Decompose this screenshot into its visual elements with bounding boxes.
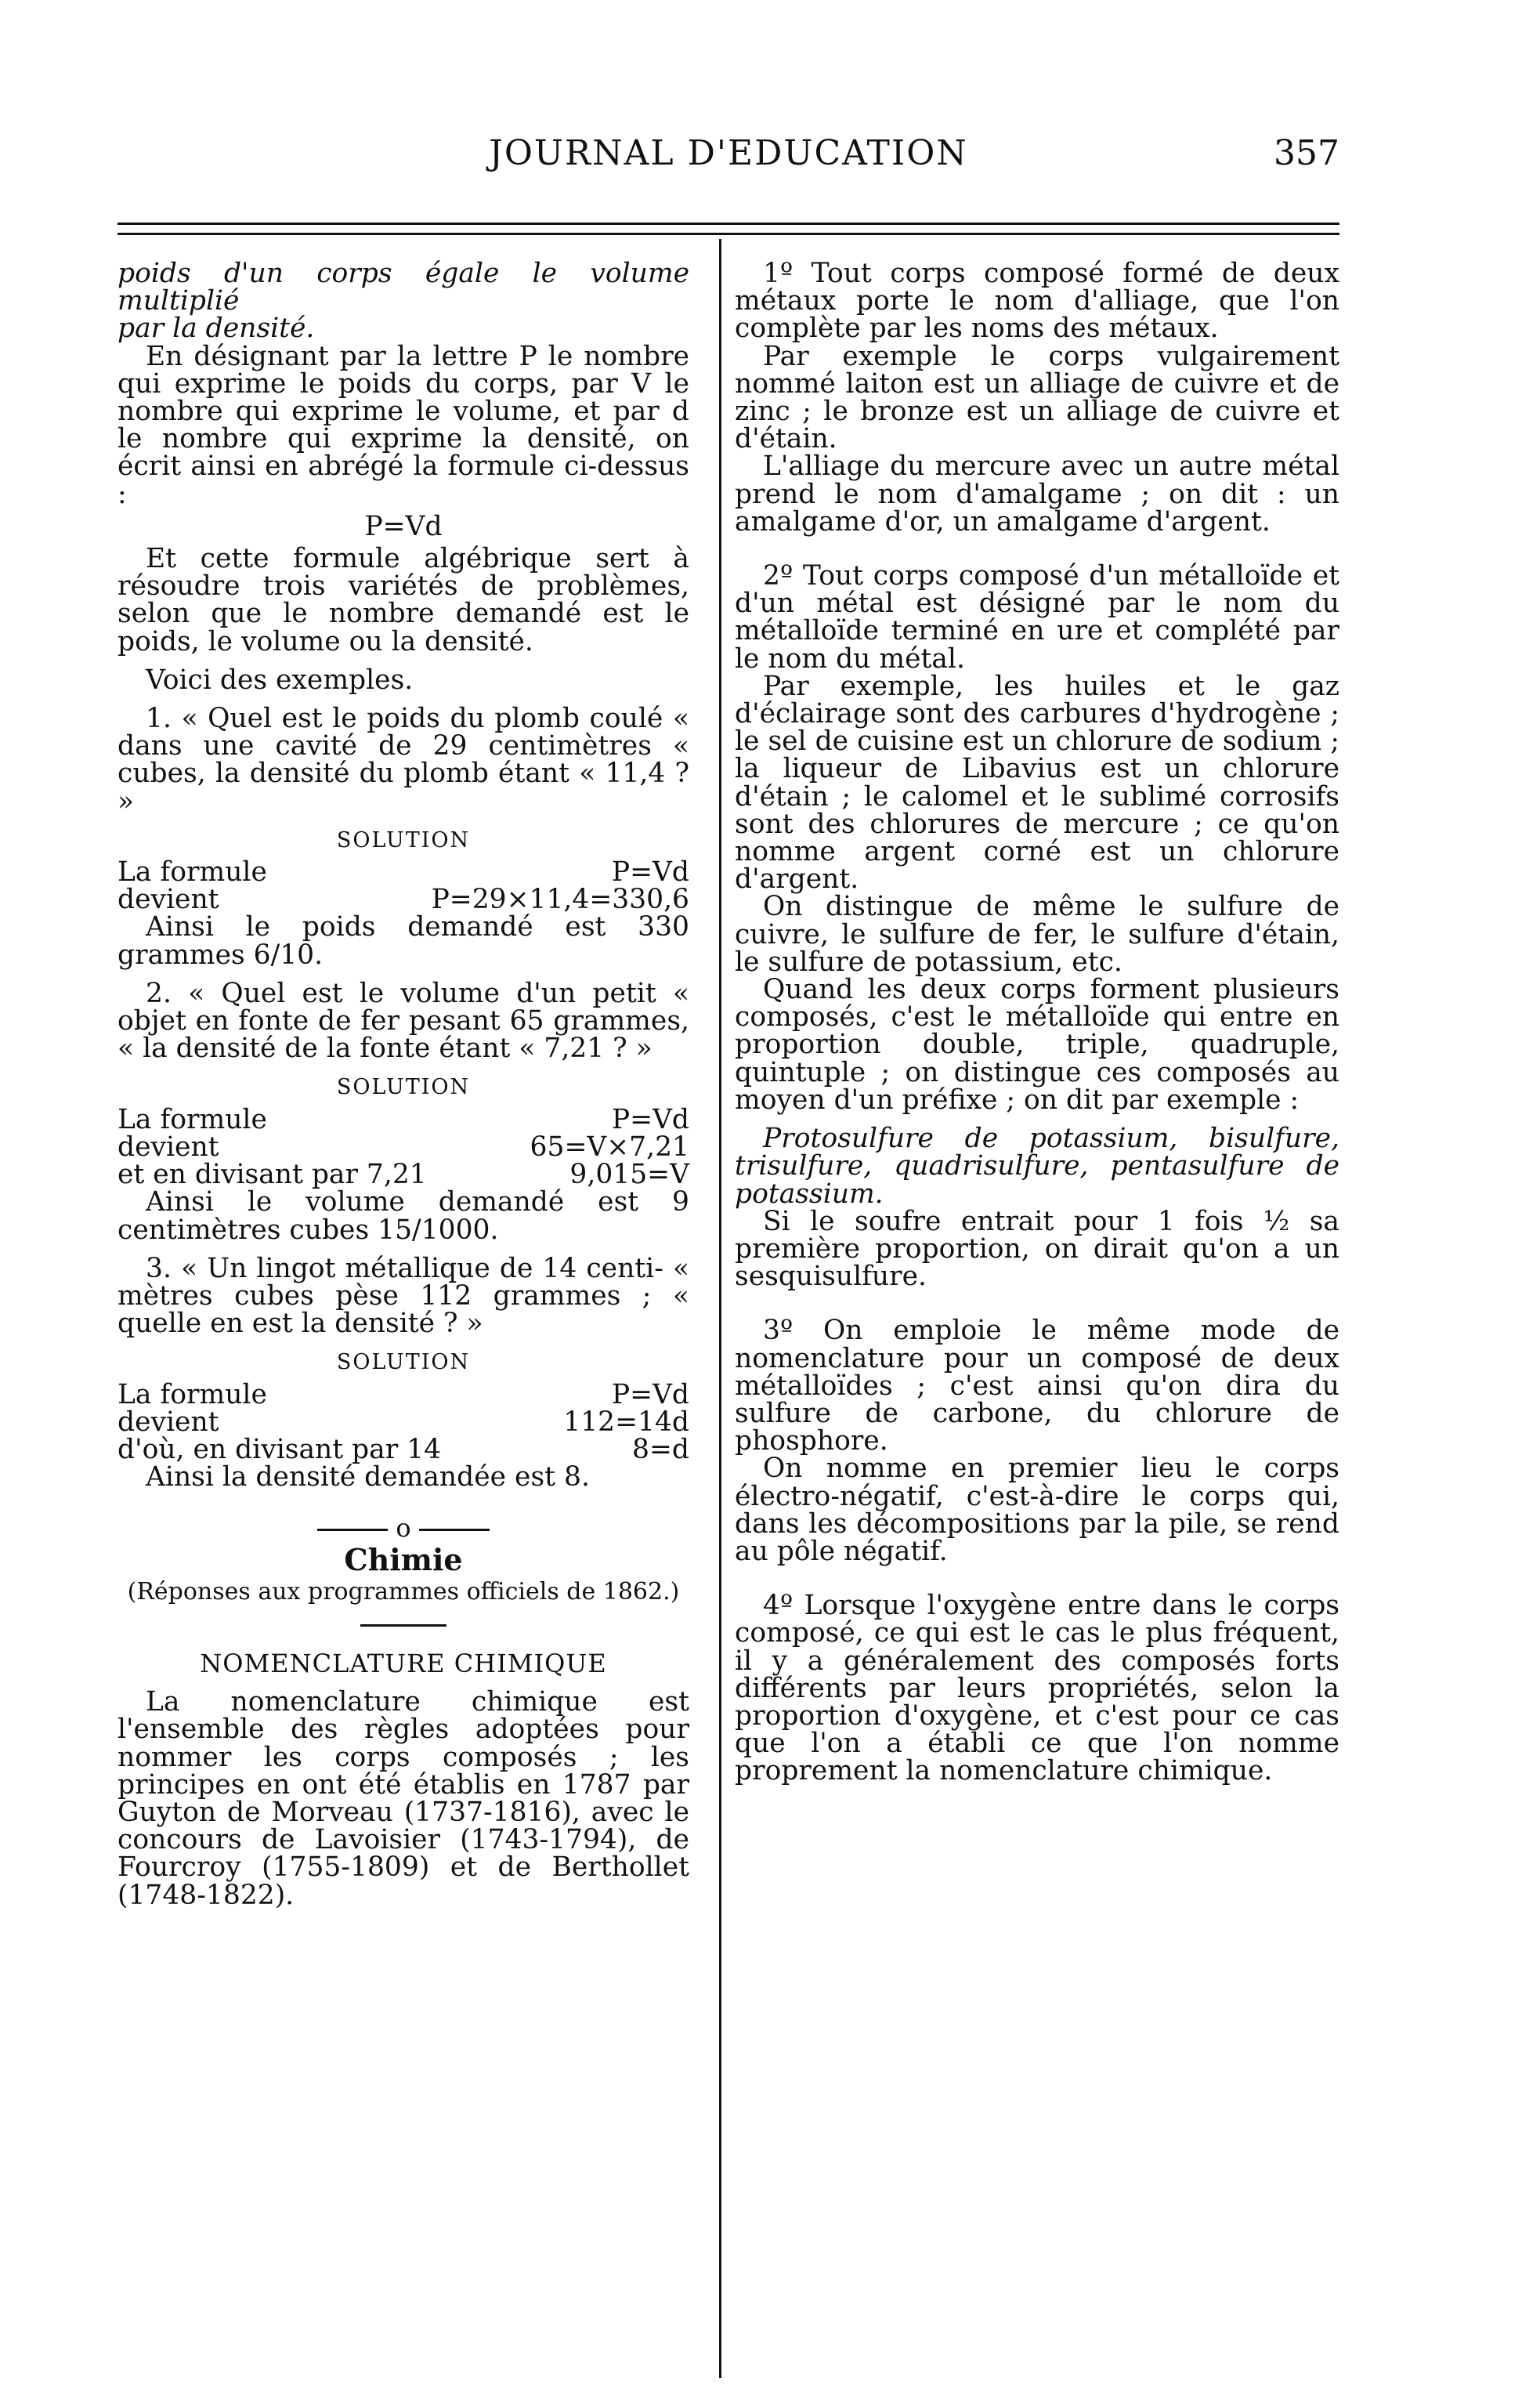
separator-ornament [117,1515,689,1542]
running-head [117,133,1339,204]
section-subtitle: (Réponses aux programmes officiels de 1862.) [127,1577,680,1605]
rule-2-metalloid-metal: 2º Tout corps composé d'un métalloïde et d'un métal est désigné par le nom du métalloïde terminé en ure et complété par le nom du métal. [735,560,1339,675]
rule-3-electronegative: On nomme en premier lieu le corps électro-négatif, c'est-à-dire le corps qui, dans les décompositions par la pile, se rend au pôle négatif. [735,1453,1339,1567]
paragraph-definition: En désignant par la lettre P le nombre qui exprime le poids du corps, par V le nombre qui exprime le volume, et par d le nombre qui exprime la densité, on écrit ainsi en abrégé la formule ci-dessus : [117,340,689,510]
rule-2-sesqui: Si le soufre entrait pour 1 fois ½ sa première proportion, on dirait qu'on a un sesquisulfure. [735,1205,1339,1293]
example-2-row-3-label: et en divisant par 7,21 [117,1159,427,1191]
separator-letter: o [396,1513,411,1544]
example-3-problem: 3. « Un lingot métallique de 14 centi- « mètres cubes pèse 112 grammes ; « quelle en est la densité ? » [117,1252,689,1340]
intro-line-2: par la densité. [117,313,315,345]
example-3-row-1-label: La formule [117,1378,267,1410]
example-2-problem: 2. « Quel est le volume d'un petit « objet en fonte de fer pesant 65 grammes, « la densité de la fonte étant « 7,21 ? » [117,977,689,1065]
example-2-result: Ainsi le volume demandé est 9 centimètres cubes 15/1000. [117,1186,689,1246]
rule-2-prefix-list: Protosulfure de potassium, bisulfure, trisulfure, quadrisulfure, pentasulfure de potassium. [735,1123,1339,1210]
example-1-row-2-value: P=29×11,4=330,6 [431,884,689,916]
rule-4-oxygen: 4º Lorsque l'oxygène entre dans le corps composé, ce qui est le cas le plus fréquent, il y a généralement des composés forts différents par leurs propriétés, selon la proportion d'oxygène, et c'est pour ce cas que l'on a établi ce que l'on nomme proprement la nomenclature chimique. [735,1590,1339,1787]
solution-label-2: SOLUTION [336,1075,471,1100]
example-1-result: Ainsi le poids demandé est 330 grammes 6/10. [117,911,689,971]
header-double-rule [117,223,1339,235]
example-1-row-1-value: P=Vd [611,856,689,889]
rule-1-alloys: 1º Tout corps composé formé de deux métaux porte le nom d'alliage, que l'on complète par les noms des métaux. [735,258,1339,345]
formula-main: P=Vd [364,510,443,542]
example-1-row-1-label: La formule [117,856,267,889]
example-3-row-dividing [117,1433,689,1465]
rule-2-sulfides: On distingue de même le sulfure de cuivre, le sulfure de fer, le sulfure d'étain, le sulfure de potassium, etc. [735,891,1339,978]
section-rule [360,1624,446,1627]
example-3-row-formula [117,1378,689,1410]
rule-1-example: Par exemple le corps vulgairement nommé laiton est un alliage de cuivre et de zinc ; le bronze est un alliage de cuivre et d'étain. [735,340,1339,455]
example-3-row-3-value: 8=d [632,1433,689,1465]
example-2-row-becomes [117,1131,689,1163]
rule-1-amalgam: L'alliage du mercure avec un autre métal prend le nom d'amalgame ; on dit : un amalgame d'or, un amalgame d'argent. [735,451,1339,538]
left-column [117,260,689,1909]
example-3-row-2-label: devient [117,1406,219,1438]
subsection-title: NOMENCLATURE CHIMIQUE [200,1648,607,1678]
example-2-row-1-value: P=Vd [611,1103,689,1135]
example-1-row-formula [117,856,689,889]
page-number: 357 [1274,133,1339,173]
nomenclature-paragraph: La nomenclature chimique est l'ensemble des règles adoptées pour nommer les corps composés ; les principes en ont été établis en 1787 par Guyton de Morveau (1737-1816), avec le concours de Lavoisier (1743-1794), de Fourcroy (1755-1809) et de Berthollet (1748-1822). [117,1686,689,1911]
example-3-result: Ainsi la densité demandée est 8. [146,1461,590,1493]
paragraph-usage: Et cette formule algébrique sert à résoudre trois variétés de problèmes, selon que le nombre demandé est le poids, le volume ou la densité. [117,543,689,657]
example-2-row-2-value: 65=V×7,21 [530,1131,689,1163]
journal-title: JOURNAL D'EDUCATION [489,133,968,173]
paragraph-examples-intro: Voici des exemples. [146,664,414,696]
right-column [735,260,1339,1786]
example-1-row-becomes [117,886,689,914]
example-3-row-becomes [117,1406,689,1438]
example-3-row-2-value: 112=14d [563,1406,689,1438]
solution-label-3: SOLUTION [336,1350,471,1375]
rule-3-two-metalloids: 3º On emploie le même mode de nomenclature pour un composé de deux métalloïdes ; c'est ainsi qu'on dira du sulfure de carbone, du chlorure de phosphore. [735,1315,1339,1457]
example-2-row-formula [117,1103,689,1135]
section-title: Chimie [344,1541,463,1577]
example-2-row-2-label: devient [117,1131,219,1163]
example-3-row-3-label: d'où, en divisant par 14 [117,1433,442,1465]
column-divider [719,239,721,2378]
example-3-row-1-value: P=Vd [611,1378,689,1410]
example-2-row-dividing [117,1161,689,1189]
example-1-row-2-label: devient [117,884,219,916]
intro-line-1: poids d'un corps égale le volume multiplié [117,258,689,317]
example-2-row-1-label: La formule [117,1103,267,1135]
rule-2-prefixes: Quand les deux corps forment plusieurs composés, c'est le métalloïde qui entre en proportion double, triple, quadruple, quintuple ; on distingue ces composés au moyen d'un préfixe ; on dit par exemple : [735,974,1339,1116]
rule-2-examples: Par exemple, les huiles et le gaz d'éclairage sont des carbures d'hydrogène ; le sel de cuisine est un chlorure de sodium ; la liqueur de Libavius est un chlorure d'étain ; le calomel et le sublimé corrosifs sont des chlorures de mercure ; ce qu'on nomme argent corné est un chlorure d'argent. [735,670,1339,896]
solution-label-1: SOLUTION [336,827,471,852]
example-2-row-3-value: 9,015=V [569,1159,689,1191]
example-1-problem: 1. « Quel est le poids du plomb coulé « dans une cavité de 29 centimètres « cubes, la densité du plomb étant « 11,4 ? » [117,703,689,817]
